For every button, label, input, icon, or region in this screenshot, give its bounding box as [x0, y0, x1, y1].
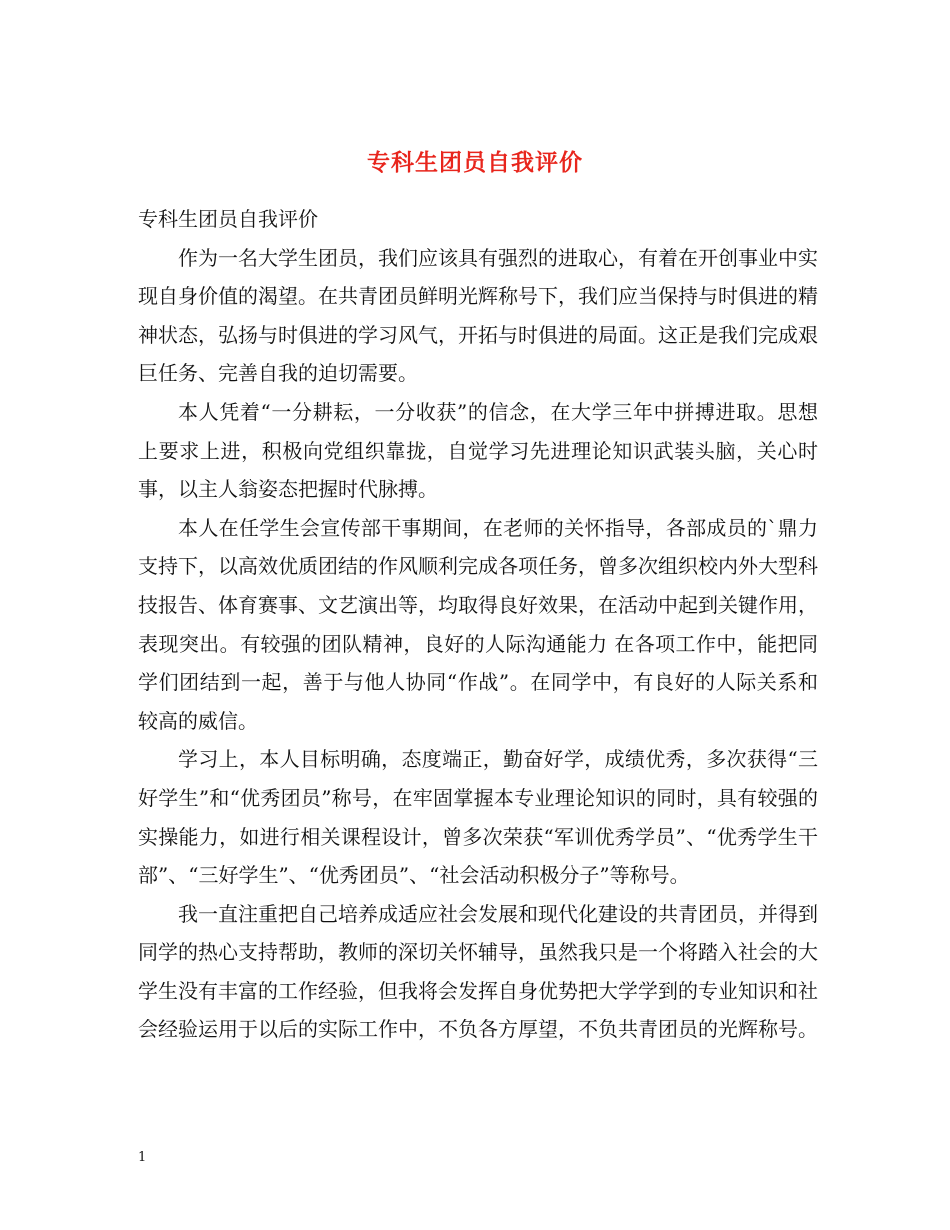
paragraph-2: 本人凭着“一分耕耘，一分收获”的信念，在大学三年中拼搏进取。思想上要求上进，积极向党组织靠拢，自觉学习先进理论知识武装头脑，关心时事，以主人翁姿态把握时代脉搏。 [138, 399, 818, 502]
paragraph-5: 我一直注重把自己培养成适应社会发展和现代化建设的共青团员，并得到同学的热心支持帮助，教师的深切关怀辅导，虽然我只是一个将踏入社会的大学生没有丰富的工作经验，但我将会发挥自身优势把大学学到的专业知识和社会经验运用于以后的实际工作中，不负各方厚望，不负共青团员的光辉称号。 [138, 901, 818, 1042]
document-subheading: 专科生团员自我评价 [138, 207, 318, 231]
document-body [138, 200, 818, 1049]
paragraph-1: 作为一名大学生团员，我们应该具有强烈的进取心，有着在开创事业中实现自身价值的渴望。在共青团员鲜明光辉称号下，我们应当保持与时俱进的精神状态，弘扬与时俱进的学习风气，开拓与时俱进的局面。这正是我们完成艰巨任务、完善自我的迫切需要。 [138, 245, 818, 386]
paragraph-3: 本人在任学生会宣传部干事期间，在老师的关怀指导，各部成员的`鼎力支持下，以高效优质团结的作风顺利完成各项任务，曾多次组织校内外大型科技报告、体育赛事、文艺演出等，均取得良好效果，在活动中起到关键作用，表现突出。有较强的团队精神，良好的人际沟通能力 在各项工作中，能把同学们团结到一起，善于与他人协同“作战”。在同学中，有良好的人际关系和较高的威信。 [138, 515, 818, 733]
document-title: 专科生团员自我评价 [367, 149, 583, 177]
paragraph-4: 学习上，本人目标明确，态度端正，勤奋好学，成绩优秀，多次获得“三好学生”和“优秀团员”称号，在牢固掌握本专业理论知识的同时，具有较强的实操能力，如进行相关课程设计，曾多次荣获“军训优秀学员”、“优秀学生干部”、“三好学生”、“优秀团员”、“社会活动积极分子”等称号。 [138, 747, 818, 888]
page-number: 1 [138, 1150, 147, 1165]
